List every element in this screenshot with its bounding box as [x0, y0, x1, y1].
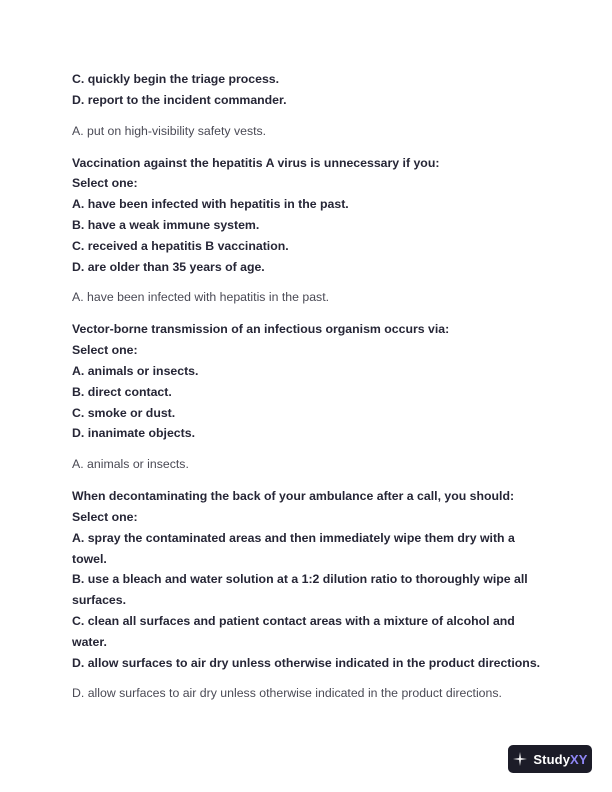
option-b: B. have a weak immune system. — [72, 217, 260, 232]
option-a: A. animals or insects. — [72, 363, 199, 378]
select-one-prompt: Select one: — [72, 509, 138, 524]
option-d: D. inanimate objects. — [72, 426, 195, 441]
answer-text: A. put on high-visibility safety vests. — [72, 123, 267, 138]
answer-text: D. allow surfaces to air dry unless otherwise indicated in the product directions. — [72, 686, 502, 701]
document-page — [72, 69, 542, 715]
previous-question-tail — [72, 69, 542, 141]
question-vector-borne — [72, 319, 542, 474]
option-a: A. spray the contaminated areas and then immediately wipe them dry with a towel. — [72, 530, 515, 566]
option-c: C. received a hepatitis B vaccination. — [72, 238, 289, 253]
option-c: C. clean all surfaces and patient contact areas with a mixture of alcohol and water. — [72, 613, 515, 649]
option-d: D. allow surfaces to air dry unless otherwise indicated in the product directions. — [72, 655, 541, 670]
option-c: C. smoke or dust. — [72, 405, 176, 420]
question-decontamination — [72, 486, 542, 703]
option-b: B. direct contact. — [72, 384, 172, 399]
question-text: Vaccination against the hepatitis A virus is unnecessary if you: — [72, 155, 440, 170]
answer-text: A. animals or insects. — [72, 457, 189, 472]
brand-accent-text: XY — [570, 751, 588, 767]
option-d: D. are older than 35 years of age. — [72, 259, 265, 274]
brand-main-text: Study — [533, 751, 571, 767]
answer-text: A. have been infected with hepatitis in the past. — [72, 290, 330, 305]
question-text: Vector-borne transmission of an infectious organism occurs via: — [72, 322, 450, 337]
option-c: C. quickly begin the triage process. — [72, 72, 280, 86]
option-b: B. use a bleach and water solution at a 1:2 dilution ratio to thoroughly wipe all surfaces. — [72, 572, 528, 608]
studyxy-badge[interactable] — [508, 745, 592, 773]
select-one-prompt: Select one: — [72, 343, 138, 358]
option-d: D. report to the incident commander. — [72, 92, 287, 107]
question-hepatitis-a — [72, 153, 542, 308]
option-a: A. have been infected with hepatitis in the past. — [72, 197, 349, 212]
question-text: When decontaminating the back of your ambulance after a call, you should: — [72, 489, 515, 504]
select-one-prompt: Select one: — [72, 176, 138, 191]
plus-sparkle-icon — [512, 751, 528, 767]
brand-name — [533, 752, 587, 767]
